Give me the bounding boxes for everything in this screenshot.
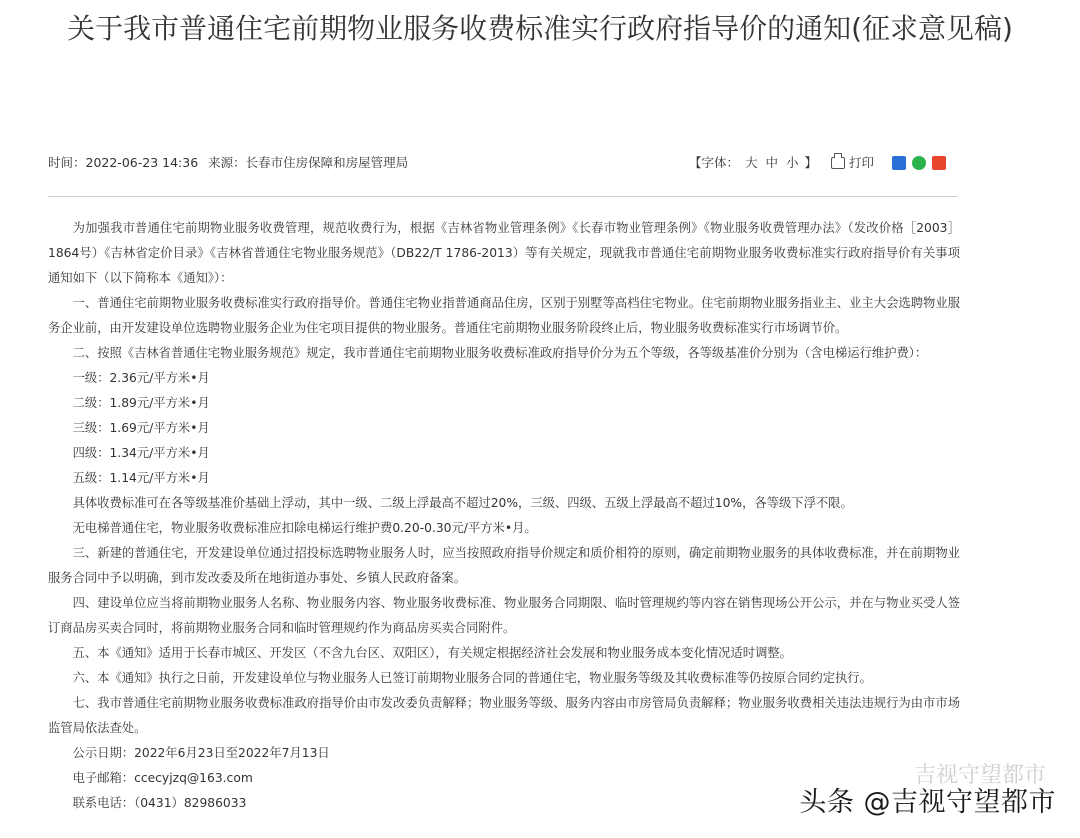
weibo-share-icon[interactable] (932, 156, 946, 170)
paragraph-intro: 为加强我市普通住宅前期物业服务收费管理，规范收费行为，根据《吉林省物业管理条例》《长春市物业管理条例》《物业服务收费管理办法》（发改价格［2003］1864号）《吉林省定价目录》《吉林省普通住宅物业服务规范》（DB22/T 1786-2013）等有关规定，现就我市普通住宅前期物业服务收费标准实行政府指导价有关事项通知如下（以下简称本《通知》）： (48, 221, 960, 285)
paragraph-1: 一、普通住宅前期物业服务收费标准实行政府指导价。普通住宅物业指普通商品住房，区别于别墅等高档住宅物业。住宅前期物业服务指业主、业主大会选聘物业服务企业前，由开发建设单位选聘物业服务企业为住宅项目提供的物业服务。普通住宅前期物业服务阶段终止后，物业服务收费标准实行市场调节价。 (48, 296, 960, 335)
meta-left (48, 152, 414, 174)
font-size-switcher (689, 152, 817, 174)
price-level-4: 四级：1.34元/平方米•月 (72, 446, 210, 460)
font-size-large-link[interactable]: 大 (744, 155, 758, 170)
printer-icon (831, 157, 845, 169)
font-size-small-link[interactable]: 小 (785, 155, 799, 170)
contact-phone: 联系电话：（0431）82986033 (72, 796, 247, 810)
watermark: 头条 @吉视守望都市 (799, 787, 1056, 818)
price-level-2: 二级：1.89元/平方米•月 (72, 396, 210, 410)
paragraph-2: 二、按照《吉林省普通住宅物业服务规范》规定，我市普通住宅前期物业服务收费标准政府指导价分为五个等级，各等级基准价分别为（含电梯运行维护费）： (72, 346, 928, 360)
contact-email: 电子邮箱：ccecyjzq@163.com (72, 771, 253, 785)
paragraph-5: 五、本《通知》适用于长春市城区、开发区（不含九台区、双阳区），有关规定根据经济社会发展和物业服务成本变化情况适时调整。 (72, 646, 792, 660)
price-level-3: 三级：1.69元/平方米•月 (72, 421, 210, 435)
meta-tools (689, 152, 946, 174)
print-label: 打印 (848, 155, 874, 170)
print-button[interactable] (831, 152, 874, 174)
font-size-label-close: 】 (804, 155, 817, 170)
price-level-5: 五级：1.14元/平方米•月 (72, 471, 210, 485)
article-source: 来源：长春市住房保障和房屋管理局 (208, 155, 409, 170)
paragraph-3: 三、新建的普通住宅，开发建设单位通过招投标选聘物业服务人时，应当按照政府指导价规定和质价相符的原则，确定前期物业服务的具体收费标准，并在前期物业服务合同中予以明确，到市发改委及所在地街道办事处、乡镇人民政府备案。 (48, 546, 960, 585)
font-size-medium-link[interactable]: 中 (765, 155, 778, 170)
wechat-share-icon[interactable] (912, 156, 926, 170)
paragraph-no-elevator: 无电梯普通住宅，物业服务收费标准应扣除电梯运行维护费0.20-0.30元/平方米•月。 (72, 521, 537, 535)
divider (48, 196, 958, 197)
article-body (48, 216, 960, 816)
publicity-date: 公示日期：2022年6月23日至2022年7月13日 (72, 746, 330, 760)
article-title: 关于我市普通住宅前期物业服务收费标准实行政府指导价的通知(征求意见稿) (67, 12, 1013, 45)
watermark-faint: 吉视守望都市 (913, 763, 1046, 788)
paragraph-7: 七、我市普通住宅前期物业服务收费标准政府指导价由市发改委负责解释；物业服务等级、服务内容由市房管局负责解释；物业服务收费相关违法违规行为由市市场监管局依法查处。 (48, 696, 960, 735)
paragraph-6: 六、本《通知》执行之日前，开发建设单位与物业服务人已签订前期物业服务合同的普通住宅，物业服务等级及其收费标准等仍按原合同约定执行。 (72, 671, 872, 685)
publish-time: 时间：2022-06-23 14:36 (48, 155, 199, 170)
paragraph-float: 具体收费标准可在各等级基准价基础上浮动，其中一级、二级上浮最高不超过20%，三级、四级、五级上浮最高不超过10%，各等级下浮不限。 (72, 496, 853, 510)
price-level-1: 一级：2.36元/平方米•月 (72, 371, 210, 385)
paragraph-4: 四、建设单位应当将前期物业服务人名称、物业服务内容、物业服务收费标准、物业服务合同期限、临时管理规约等内容在销售现场公开公示，并在与物业买受人签订商品房买卖合同时，将前期物业服务合同和临时管理规约作为商品房买卖合同附件。 (48, 596, 960, 635)
font-size-label-open: 【字体： (688, 155, 739, 170)
qq-share-icon[interactable] (892, 156, 906, 170)
article-meta (48, 152, 958, 174)
